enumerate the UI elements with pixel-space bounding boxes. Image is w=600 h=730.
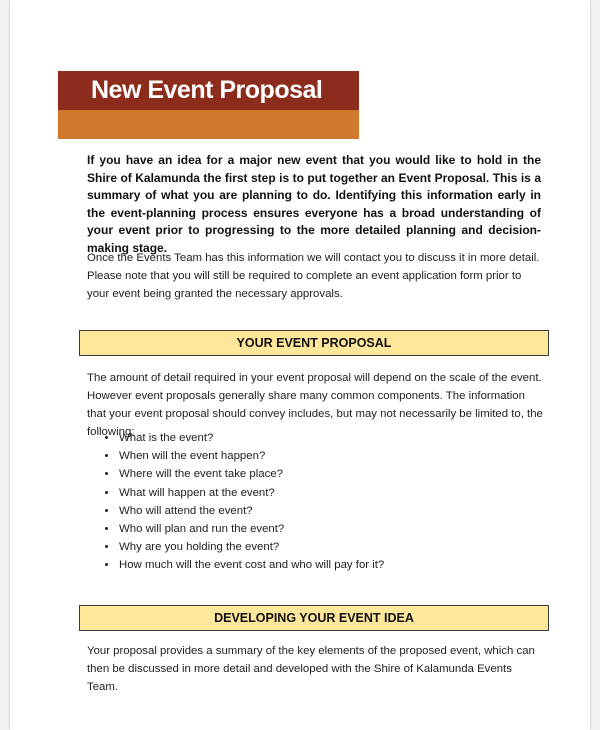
intro-summary: If you have an idea for a major new event that you would like to hold in the Shire of Kalamunda the first step is to put together an Event Proposal. This is a summary of what you are planning to do. Identifying this information early in the event-planning process ensures everyone has a broad understanding of your event prior to progressing to the more detailed planning and decision-making stage. <box>87 153 541 255</box>
list-item: • How much will the event cost and who will pay for it? <box>118 556 384 574</box>
page-title: New Event Proposal <box>58 71 359 110</box>
list-item: • When will the event happen? <box>118 447 384 465</box>
list-item: • What will happen at the event? <box>118 484 384 502</box>
developing-paragraph: Your proposal provides a summary of the key elements of the proposed event, which can then be discussed in more detail and developed with the Shire of Kalamunda Events Team. <box>87 645 535 693</box>
list-item: • Who will attend the event? <box>118 502 384 520</box>
section-heading-your-event-proposal: YOUR EVENT PROPOSAL <box>79 330 549 356</box>
list-item: • What is the event? <box>118 429 384 447</box>
title-banner <box>58 71 359 139</box>
banner-accent-stripe <box>58 110 359 139</box>
intro-paragraph: Once the Events Team has this information we will contact you to discuss it in more detail. Please note that you will still be required to complete an event application form prior to your event being granted the necessary approvals. <box>87 252 540 300</box>
question-list <box>87 429 384 575</box>
document-page <box>10 0 590 730</box>
section-heading-developing-your-event-idea: DEVELOPING YOUR EVENT IDEA <box>79 605 549 631</box>
list-item: • Why are you holding the event? <box>118 538 384 556</box>
list-item: • Where will the event take place? <box>118 465 384 483</box>
list-item: • Who will plan and run the event? <box>118 520 384 538</box>
proposal-paragraph: The amount of detail required in your event proposal will depend on the scale of the event. However event proposals generally share many common components. The information that your event proposal should convey includes, but may not necessarily be limited to, the following: <box>87 372 543 438</box>
